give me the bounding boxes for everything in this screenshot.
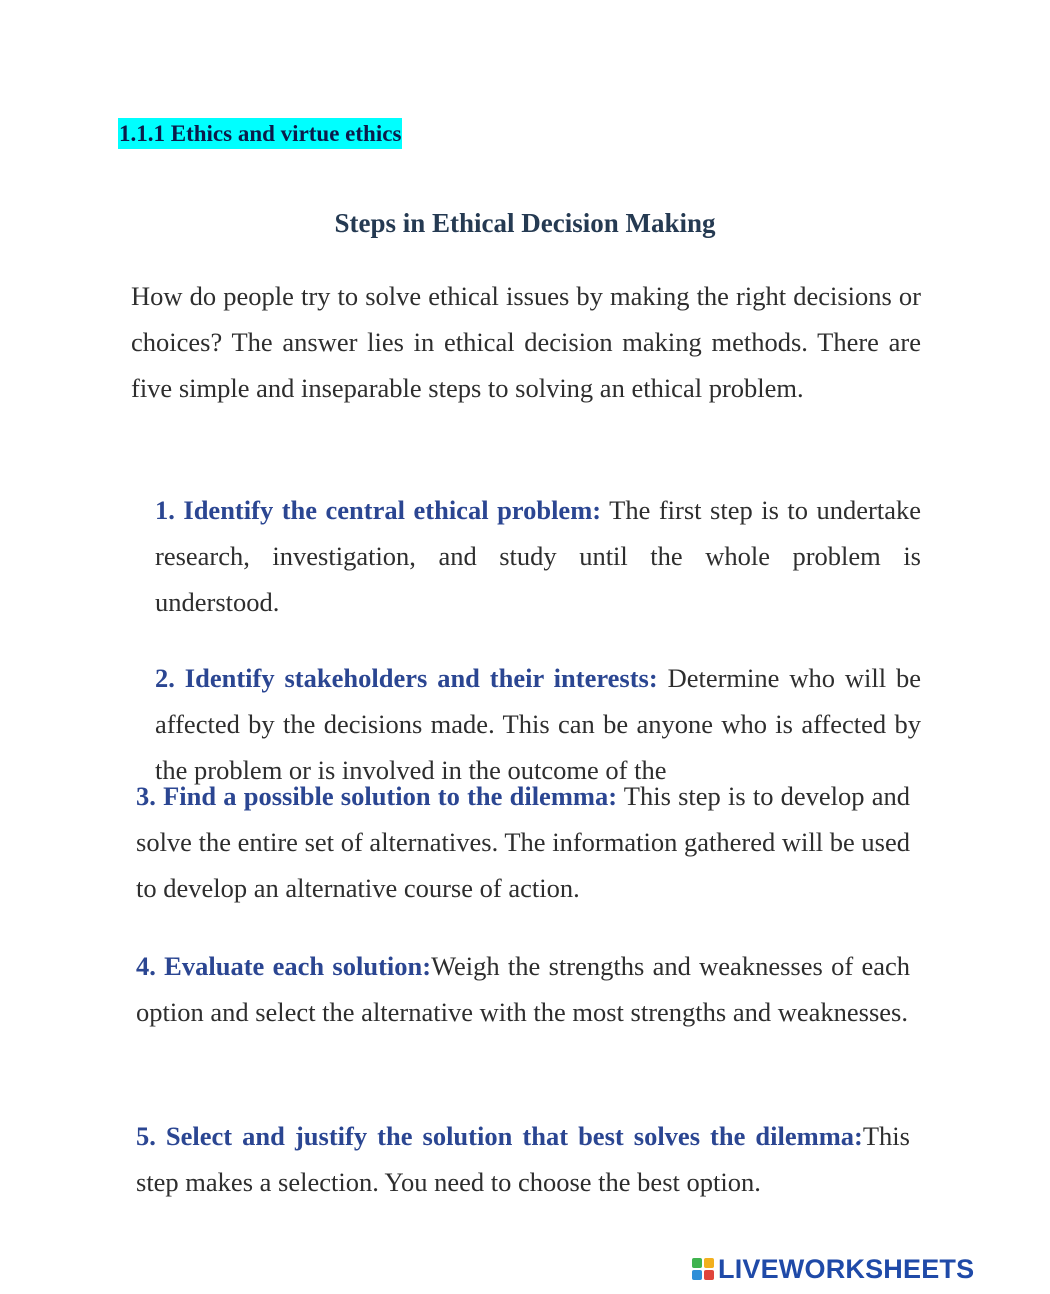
liveworksheets-logo-icon [692, 1258, 714, 1280]
document-title: Steps in Ethical Decision Making [334, 208, 716, 238]
step-lead: 1. Identify the central ethical problem: [155, 495, 602, 525]
step-item-1 [155, 487, 921, 625]
liveworksheets-logo [692, 1252, 974, 1286]
step-item-2 [155, 655, 921, 785]
step-text: This step is to develop and solve the entire set of alternatives. The information gathered will be used to develop an alternative course of action. [136, 781, 910, 903]
step-lead: 5. Select and justify the solution that best solves the dilemma: [136, 1121, 863, 1151]
step-text: Determine who will be affected by the decisions made. This can be anyone who is affected by the problem or is involved in the outcome of the [155, 663, 921, 785]
section-heading: 1.1.1 Ethics and virtue ethics [118, 118, 402, 149]
step-item-4 [136, 943, 910, 1035]
step-item-3 [136, 773, 910, 911]
logo-text: LIVEWORKSHEETS [718, 1253, 975, 1284]
step-lead: 3. Find a possible solution to the dilemma: [136, 781, 618, 811]
intro-paragraph: How do people try to solve ethical issues by making the right decisions or choices? The answer lies in ethical decision making methods. There are five simple and inseparable steps to solving an ethical problem. [131, 281, 921, 403]
step-lead: 2. Identify stakeholders and their interests: [155, 663, 658, 693]
step-text: The first step is to undertake research, investigation, and study until the whole problem is understood. [155, 495, 921, 617]
step-item-5 [136, 1113, 910, 1205]
step-lead: 4. Evaluate each solution: [136, 951, 432, 981]
step-text: This step makes a selection. You need to choose the best option. [136, 1121, 910, 1197]
step-text: Weigh the strengths and weaknesses of each option and select the alternative with the most strengths and weaknesses. [136, 951, 910, 1027]
